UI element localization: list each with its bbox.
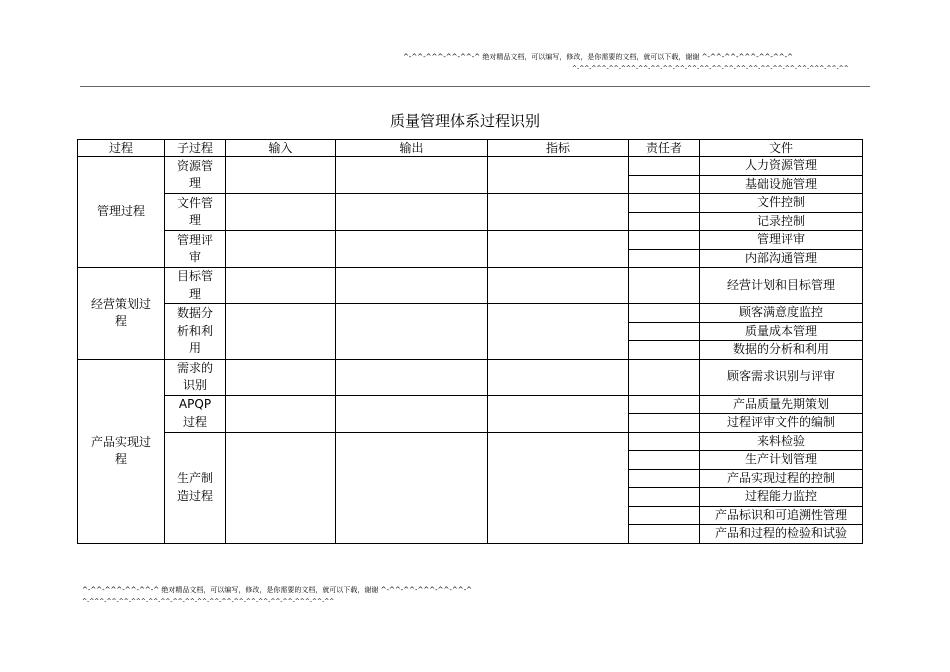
indicator-cell[interactable]: [488, 432, 629, 543]
subprocess-name-cell: APQP过程: [165, 395, 226, 432]
column-header-subprocess: 子过程: [165, 140, 226, 157]
owner-cell[interactable]: [629, 194, 700, 213]
file-cell: 过程能力监控: [700, 488, 863, 507]
subprocess-name-cell: 数据分析和利用: [165, 304, 226, 360]
input-cell[interactable]: [226, 194, 336, 231]
file-cell: 顾客需求识别与评审: [700, 359, 863, 395]
output-cell[interactable]: [336, 395, 488, 432]
input-cell[interactable]: [226, 231, 336, 268]
owner-cell[interactable]: [629, 231, 700, 250]
input-cell[interactable]: [226, 157, 336, 194]
subprocess-name-cell: 文件管理: [165, 194, 226, 231]
input-cell[interactable]: [226, 359, 336, 395]
output-cell[interactable]: [336, 268, 488, 304]
table-row: [78, 268, 863, 304]
table-header-row: [78, 140, 863, 157]
column-header-process: 过程: [78, 140, 165, 157]
file-cell: 来料检验: [700, 432, 863, 451]
table-row: [78, 359, 863, 395]
file-cell: 记录控制: [700, 212, 863, 231]
owner-cell[interactable]: [629, 525, 700, 544]
output-cell[interactable]: [336, 194, 488, 231]
output-cell[interactable]: [336, 157, 488, 194]
column-header-indicator: 指标: [488, 140, 629, 157]
indicator-cell[interactable]: [488, 231, 629, 268]
table-row: [78, 231, 863, 250]
subprocess-name-cell: 资源管理: [165, 157, 226, 194]
table-row: [78, 194, 863, 213]
owner-cell[interactable]: [629, 341, 700, 360]
input-cell[interactable]: [226, 432, 336, 543]
page-title: 质量管理体系过程识别: [390, 112, 541, 130]
file-cell: 经营计划和目标管理: [700, 268, 863, 304]
column-header-file: 文件: [700, 140, 863, 157]
owner-cell[interactable]: [629, 249, 700, 268]
owner-cell[interactable]: [629, 506, 700, 525]
footer-watermark-line1: ^-^^-^^^-^^-^^-^ 绝对精品文档，可以编写，修改，是你需要的文档，就可以下载，谢谢 ^-^^-^^-^^^-^^-^^-^: [82, 586, 472, 594]
file-cell: 产品实现过程的控制: [700, 469, 863, 488]
indicator-cell[interactable]: [488, 395, 629, 432]
input-cell[interactable]: [226, 268, 336, 304]
indicator-cell[interactable]: [488, 304, 629, 360]
header-watermark-line2: ^-^^-^^^-^^-^^^-^^-^^-^^-^^-^^-^^-^^-^^-^^-^^-^^-^^-^^-^^-^^^-^^-^^: [572, 65, 849, 72]
output-cell[interactable]: [336, 304, 488, 360]
file-cell: 基础设施管理: [700, 175, 863, 194]
indicator-cell[interactable]: [488, 268, 629, 304]
process-name-cell: 产品实现过程: [78, 359, 165, 543]
header-watermark-line1: ^-^^-^^^-^^-^^-^ 绝对精品文档，可以编写，修改，是你需要的文档，就可以下载，谢谢 ^-^^-^^-^^^-^^-^^-^: [403, 53, 793, 61]
owner-cell[interactable]: [629, 157, 700, 176]
owner-cell[interactable]: [629, 469, 700, 488]
subprocess-name-cell: 管理评审: [165, 231, 226, 268]
owner-cell[interactable]: [629, 175, 700, 194]
indicator-cell[interactable]: [488, 359, 629, 395]
table-row: [78, 432, 863, 451]
indicator-cell[interactable]: [488, 157, 629, 194]
file-cell: 文件控制: [700, 194, 863, 213]
owner-cell[interactable]: [629, 488, 700, 507]
output-cell[interactable]: [336, 231, 488, 268]
process-table: [77, 139, 863, 544]
table-row: [78, 157, 863, 176]
table-row: [78, 304, 863, 323]
subprocess-name-cell: 目标管理: [165, 268, 226, 304]
owner-cell[interactable]: [629, 359, 700, 395]
file-cell: 数据的分析和利用: [700, 341, 863, 360]
file-cell: 管理评审: [700, 231, 863, 250]
owner-cell[interactable]: [629, 414, 700, 433]
file-cell: 质量成本管理: [700, 322, 863, 341]
file-cell: 产品标识和可追溯性管理: [700, 506, 863, 525]
owner-cell[interactable]: [629, 432, 700, 451]
column-header-input: 输入: [226, 140, 336, 157]
file-cell: 过程评审文件的编制: [700, 414, 863, 433]
file-cell: 人力资源管理: [700, 157, 863, 176]
owner-cell[interactable]: [629, 395, 700, 414]
process-name-cell: 经营策划过程: [78, 268, 165, 360]
owner-cell[interactable]: [629, 304, 700, 323]
process-name-cell: 管理过程: [78, 157, 165, 268]
file-cell: 产品质量先期策划: [700, 395, 863, 414]
file-cell: 内部沟通管理: [700, 249, 863, 268]
file-cell: 生产计划管理: [700, 451, 863, 470]
owner-cell[interactable]: [629, 322, 700, 341]
indicator-cell[interactable]: [488, 194, 629, 231]
subprocess-name-cell: 生产制造过程: [165, 432, 226, 543]
file-cell: 顾客满意度监控: [700, 304, 863, 323]
owner-cell[interactable]: [629, 451, 700, 470]
column-header-output: 输出: [336, 140, 488, 157]
file-cell: 产品和过程的检验和试验: [700, 525, 863, 544]
output-cell[interactable]: [336, 359, 488, 395]
owner-cell[interactable]: [629, 268, 700, 304]
footer-watermark-line2: ^-^^^-^^-^^-^^^-^^-^^-^^-^^-^^-^^-^^-^^-^^-^^-^^-^^-^^^-^^-^^: [82, 598, 335, 605]
table-row: [78, 395, 863, 414]
input-cell[interactable]: [226, 304, 336, 360]
subprocess-name-cell: 需求的识别: [165, 359, 226, 395]
column-header-owner: 责任者: [629, 140, 700, 157]
owner-cell[interactable]: [629, 212, 700, 231]
input-cell[interactable]: [226, 395, 336, 432]
header-divider: [80, 86, 870, 87]
table-body: [78, 157, 863, 544]
output-cell[interactable]: [336, 432, 488, 543]
